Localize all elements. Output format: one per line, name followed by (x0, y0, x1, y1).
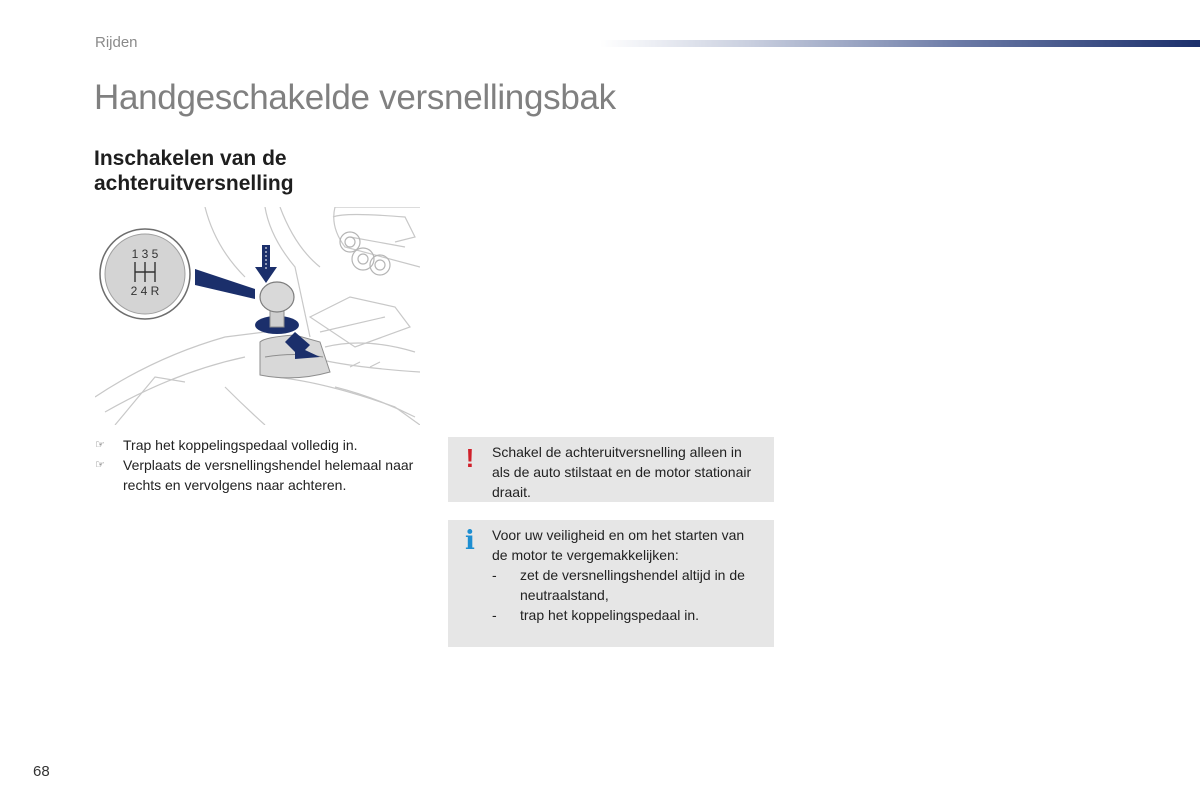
gearshift-illustration (95, 207, 420, 425)
instruction-step (95, 435, 425, 455)
dash-marker: - (492, 567, 497, 583)
info-list (492, 565, 760, 625)
header-accent-bar (600, 40, 1200, 47)
warning-notice (448, 437, 774, 502)
dash-marker: - (492, 607, 497, 623)
page-title: Handgeschakelde versnellingsbak (94, 78, 616, 117)
instruction-text: Trap het koppelingspedaal volledig in. (123, 437, 358, 453)
info-icon: i (465, 526, 475, 556)
info-item-text: trap het koppelingspedaal in. (520, 607, 700, 623)
info-item-text: zet de versnellingshendel altijd in de neutraalstand, (520, 567, 745, 603)
section-subtitle: Inschakelen van de achteruitversnelling (94, 147, 294, 195)
page-number: 68 (33, 763, 50, 780)
pointer-wedge (195, 269, 255, 299)
gear-pattern-bottom: 2 4 R (130, 284, 160, 298)
section-label: Rijden (95, 34, 138, 51)
gear-pattern-top: 1 3 5 (131, 247, 159, 261)
instruction-list (95, 435, 425, 495)
info-intro: Voor uw veiligheid en om het starten van de motor te vergemakkelijken: (492, 527, 745, 563)
warning-text: Schakel de achteruitversnelling alleen in als de auto stilstaat en de motor stationair draait. (492, 444, 752, 500)
vent-circles (340, 232, 390, 275)
pointing-hand-icon: ☞ (95, 459, 105, 471)
shift-knob (260, 282, 294, 312)
info-list-item (492, 565, 760, 605)
instruction-step (95, 455, 425, 495)
exclamation-icon: ! (465, 443, 475, 473)
pointing-hand-icon: ☞ (95, 439, 105, 451)
instruction-text: Verplaats de versnellingshendel helemaal naar rechts en vervolgens naar achteren. (123, 457, 414, 493)
info-list-item (492, 605, 760, 625)
info-notice (448, 520, 774, 647)
